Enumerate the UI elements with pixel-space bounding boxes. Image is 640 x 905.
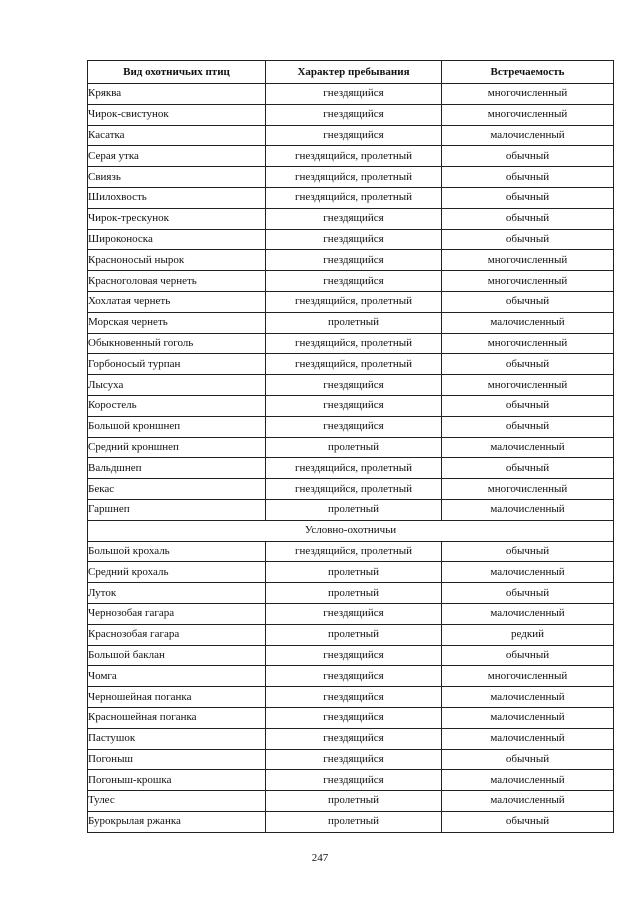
- occurrence-cell: малочисленный: [442, 125, 614, 146]
- species-cell: Обыкновенный гоголь: [88, 333, 266, 354]
- species-cell: Большой крохаль: [88, 541, 266, 562]
- header-occurrence: Встречаемость: [442, 61, 614, 84]
- table-row: [88, 312, 614, 333]
- species-cell: Большой баклан: [88, 645, 266, 666]
- species-cell: Погоныш: [88, 749, 266, 770]
- table-row: [88, 791, 614, 812]
- table-row: [88, 499, 614, 520]
- stay-character-cell: гнездящийся, пролетный: [266, 458, 442, 479]
- header-stay-character: Характер пребывания: [266, 61, 442, 84]
- table-row: [88, 687, 614, 708]
- section-body: [88, 520, 614, 541]
- table-row: [88, 645, 614, 666]
- table-row: [88, 458, 614, 479]
- species-cell: Гаршнеп: [88, 499, 266, 520]
- stay-character-cell: гнездящийся: [266, 728, 442, 749]
- table-row: [88, 562, 614, 583]
- stay-character-cell: гнездящийся: [266, 666, 442, 687]
- species-cell: Тулес: [88, 791, 266, 812]
- table-row: [88, 84, 614, 105]
- species-cell: Коростель: [88, 395, 266, 416]
- stay-character-cell: гнездящийся: [266, 84, 442, 105]
- occurrence-cell: малочисленный: [442, 603, 614, 624]
- table-row: [88, 271, 614, 292]
- stay-character-cell: пролетный: [266, 791, 442, 812]
- species-cell: Широконоска: [88, 229, 266, 250]
- occurrence-cell: многочисленный: [442, 333, 614, 354]
- occurrence-cell: многочисленный: [442, 479, 614, 500]
- table-row: [88, 250, 614, 271]
- stay-character-cell: гнездящийся, пролетный: [266, 291, 442, 312]
- table-row: [88, 728, 614, 749]
- species-cell: Чирок-свистунок: [88, 104, 266, 125]
- occurrence-cell: малочисленный: [442, 707, 614, 728]
- occurrence-cell: обычный: [442, 146, 614, 167]
- stay-character-cell: гнездящийся: [266, 707, 442, 728]
- conditional-birds-body: [88, 541, 614, 832]
- stay-character-cell: пролетный: [266, 811, 442, 832]
- species-cell: Средний кроншнеп: [88, 437, 266, 458]
- table-header-row: [88, 61, 614, 84]
- species-cell: Морская чернеть: [88, 312, 266, 333]
- stay-character-cell: пролетный: [266, 437, 442, 458]
- occurrence-cell: обычный: [442, 187, 614, 208]
- species-cell: Краснозобая гагара: [88, 624, 266, 645]
- occurrence-cell: обычный: [442, 583, 614, 604]
- table-row: [88, 395, 614, 416]
- occurrence-cell: редкий: [442, 624, 614, 645]
- stay-character-cell: гнездящийся, пролетный: [266, 541, 442, 562]
- table-row: [88, 437, 614, 458]
- occurrence-cell: многочисленный: [442, 271, 614, 292]
- stay-character-cell: гнездящийся: [266, 104, 442, 125]
- stay-character-cell: гнездящийся: [266, 271, 442, 292]
- occurrence-cell: малочисленный: [442, 499, 614, 520]
- table-row: [88, 146, 614, 167]
- stay-character-cell: гнездящийся: [266, 395, 442, 416]
- stay-character-cell: гнездящийся, пролетный: [266, 479, 442, 500]
- stay-character-cell: пролетный: [266, 562, 442, 583]
- occurrence-cell: обычный: [442, 645, 614, 666]
- stay-character-cell: пролетный: [266, 624, 442, 645]
- hunting-birds-body: [88, 84, 614, 521]
- species-cell: Чернозобая гагара: [88, 603, 266, 624]
- stay-character-cell: гнездящийся: [266, 416, 442, 437]
- table-row: [88, 707, 614, 728]
- stay-character-cell: гнездящийся, пролетный: [266, 146, 442, 167]
- stay-character-cell: гнездящийся: [266, 770, 442, 791]
- table-row: [88, 416, 614, 437]
- species-cell: Красношейная поганка: [88, 707, 266, 728]
- table-row: [88, 208, 614, 229]
- species-cell: Бекас: [88, 479, 266, 500]
- species-cell: Красноносый нырок: [88, 250, 266, 271]
- species-cell: Большой кроншнеп: [88, 416, 266, 437]
- table-row: [88, 666, 614, 687]
- species-cell: Хохлатая чернеть: [88, 291, 266, 312]
- species-cell: Красноголовая чернеть: [88, 271, 266, 292]
- occurrence-cell: обычный: [442, 416, 614, 437]
- section-row: [88, 520, 614, 541]
- table-row: [88, 541, 614, 562]
- occurrence-cell: обычный: [442, 749, 614, 770]
- stay-character-cell: гнездящийся: [266, 687, 442, 708]
- table-row: [88, 167, 614, 188]
- table-row: [88, 104, 614, 125]
- stay-character-cell: пролетный: [266, 312, 442, 333]
- occurrence-cell: обычный: [442, 167, 614, 188]
- stay-character-cell: гнездящийся: [266, 208, 442, 229]
- table-row: [88, 125, 614, 146]
- stay-character-cell: гнездящийся: [266, 250, 442, 271]
- species-cell: Шилохвость: [88, 187, 266, 208]
- occurrence-cell: обычный: [442, 229, 614, 250]
- species-cell: Средний крохаль: [88, 562, 266, 583]
- occurrence-cell: малочисленный: [442, 562, 614, 583]
- stay-character-cell: гнездящийся: [266, 645, 442, 666]
- species-cell: Погоныш-крошка: [88, 770, 266, 791]
- table-row: [88, 624, 614, 645]
- table-row: [88, 479, 614, 500]
- occurrence-cell: многочисленный: [442, 375, 614, 396]
- table-row: [88, 583, 614, 604]
- table-row: [88, 749, 614, 770]
- species-cell: Пастушок: [88, 728, 266, 749]
- stay-character-cell: гнездящийся, пролетный: [266, 187, 442, 208]
- occurrence-cell: обычный: [442, 458, 614, 479]
- species-cell: Вальдшнеп: [88, 458, 266, 479]
- occurrence-cell: многочисленный: [442, 250, 614, 271]
- species-cell: Свиязь: [88, 167, 266, 188]
- table-row: [88, 603, 614, 624]
- occurrence-cell: малочисленный: [442, 791, 614, 812]
- stay-character-cell: гнездящийся: [266, 229, 442, 250]
- species-cell: Чирок-трескунок: [88, 208, 266, 229]
- stay-character-cell: гнездящийся, пролетный: [266, 167, 442, 188]
- table-row: [88, 229, 614, 250]
- table-row: [88, 333, 614, 354]
- species-cell: Кряква: [88, 84, 266, 105]
- species-cell: Касатка: [88, 125, 266, 146]
- stay-character-cell: гнездящийся: [266, 375, 442, 396]
- occurrence-cell: обычный: [442, 395, 614, 416]
- section-label: Условно-охотничьи: [88, 520, 614, 541]
- occurrence-cell: малочисленный: [442, 770, 614, 791]
- table-row: [88, 187, 614, 208]
- occurrence-cell: многочисленный: [442, 666, 614, 687]
- species-cell: Лысуха: [88, 375, 266, 396]
- page-number: 247: [311, 852, 329, 864]
- stay-character-cell: гнездящийся: [266, 603, 442, 624]
- occurrence-cell: обычный: [442, 208, 614, 229]
- occurrence-cell: обычный: [442, 354, 614, 375]
- species-cell: Горбоносый турпан: [88, 354, 266, 375]
- table-row: [88, 291, 614, 312]
- stay-character-cell: пролетный: [266, 499, 442, 520]
- header-species: Вид охотничьих птиц: [88, 61, 266, 84]
- stay-character-cell: гнездящийся: [266, 749, 442, 770]
- occurrence-cell: малочисленный: [442, 687, 614, 708]
- table-row: [88, 354, 614, 375]
- occurrence-cell: многочисленный: [442, 104, 614, 125]
- species-cell: Черношейная поганка: [88, 687, 266, 708]
- stay-character-cell: пролетный: [266, 583, 442, 604]
- stay-character-cell: гнездящийся, пролетный: [266, 354, 442, 375]
- occurrence-cell: малочисленный: [442, 312, 614, 333]
- occurrence-cell: малочисленный: [442, 437, 614, 458]
- occurrence-cell: обычный: [442, 811, 614, 832]
- birds-table: [87, 60, 614, 833]
- occurrence-cell: малочисленный: [442, 728, 614, 749]
- species-cell: Серая утка: [88, 146, 266, 167]
- occurrence-cell: обычный: [442, 541, 614, 562]
- species-cell: Чомга: [88, 666, 266, 687]
- species-cell: Луток: [88, 583, 266, 604]
- table-row: [88, 811, 614, 832]
- stay-character-cell: гнездящийся: [266, 125, 442, 146]
- stay-character-cell: гнездящийся, пролетный: [266, 333, 442, 354]
- species-cell: Бурокрылая ржанка: [88, 811, 266, 832]
- occurrence-cell: многочисленный: [442, 84, 614, 105]
- table-row: [88, 770, 614, 791]
- table-row: [88, 375, 614, 396]
- occurrence-cell: обычный: [442, 291, 614, 312]
